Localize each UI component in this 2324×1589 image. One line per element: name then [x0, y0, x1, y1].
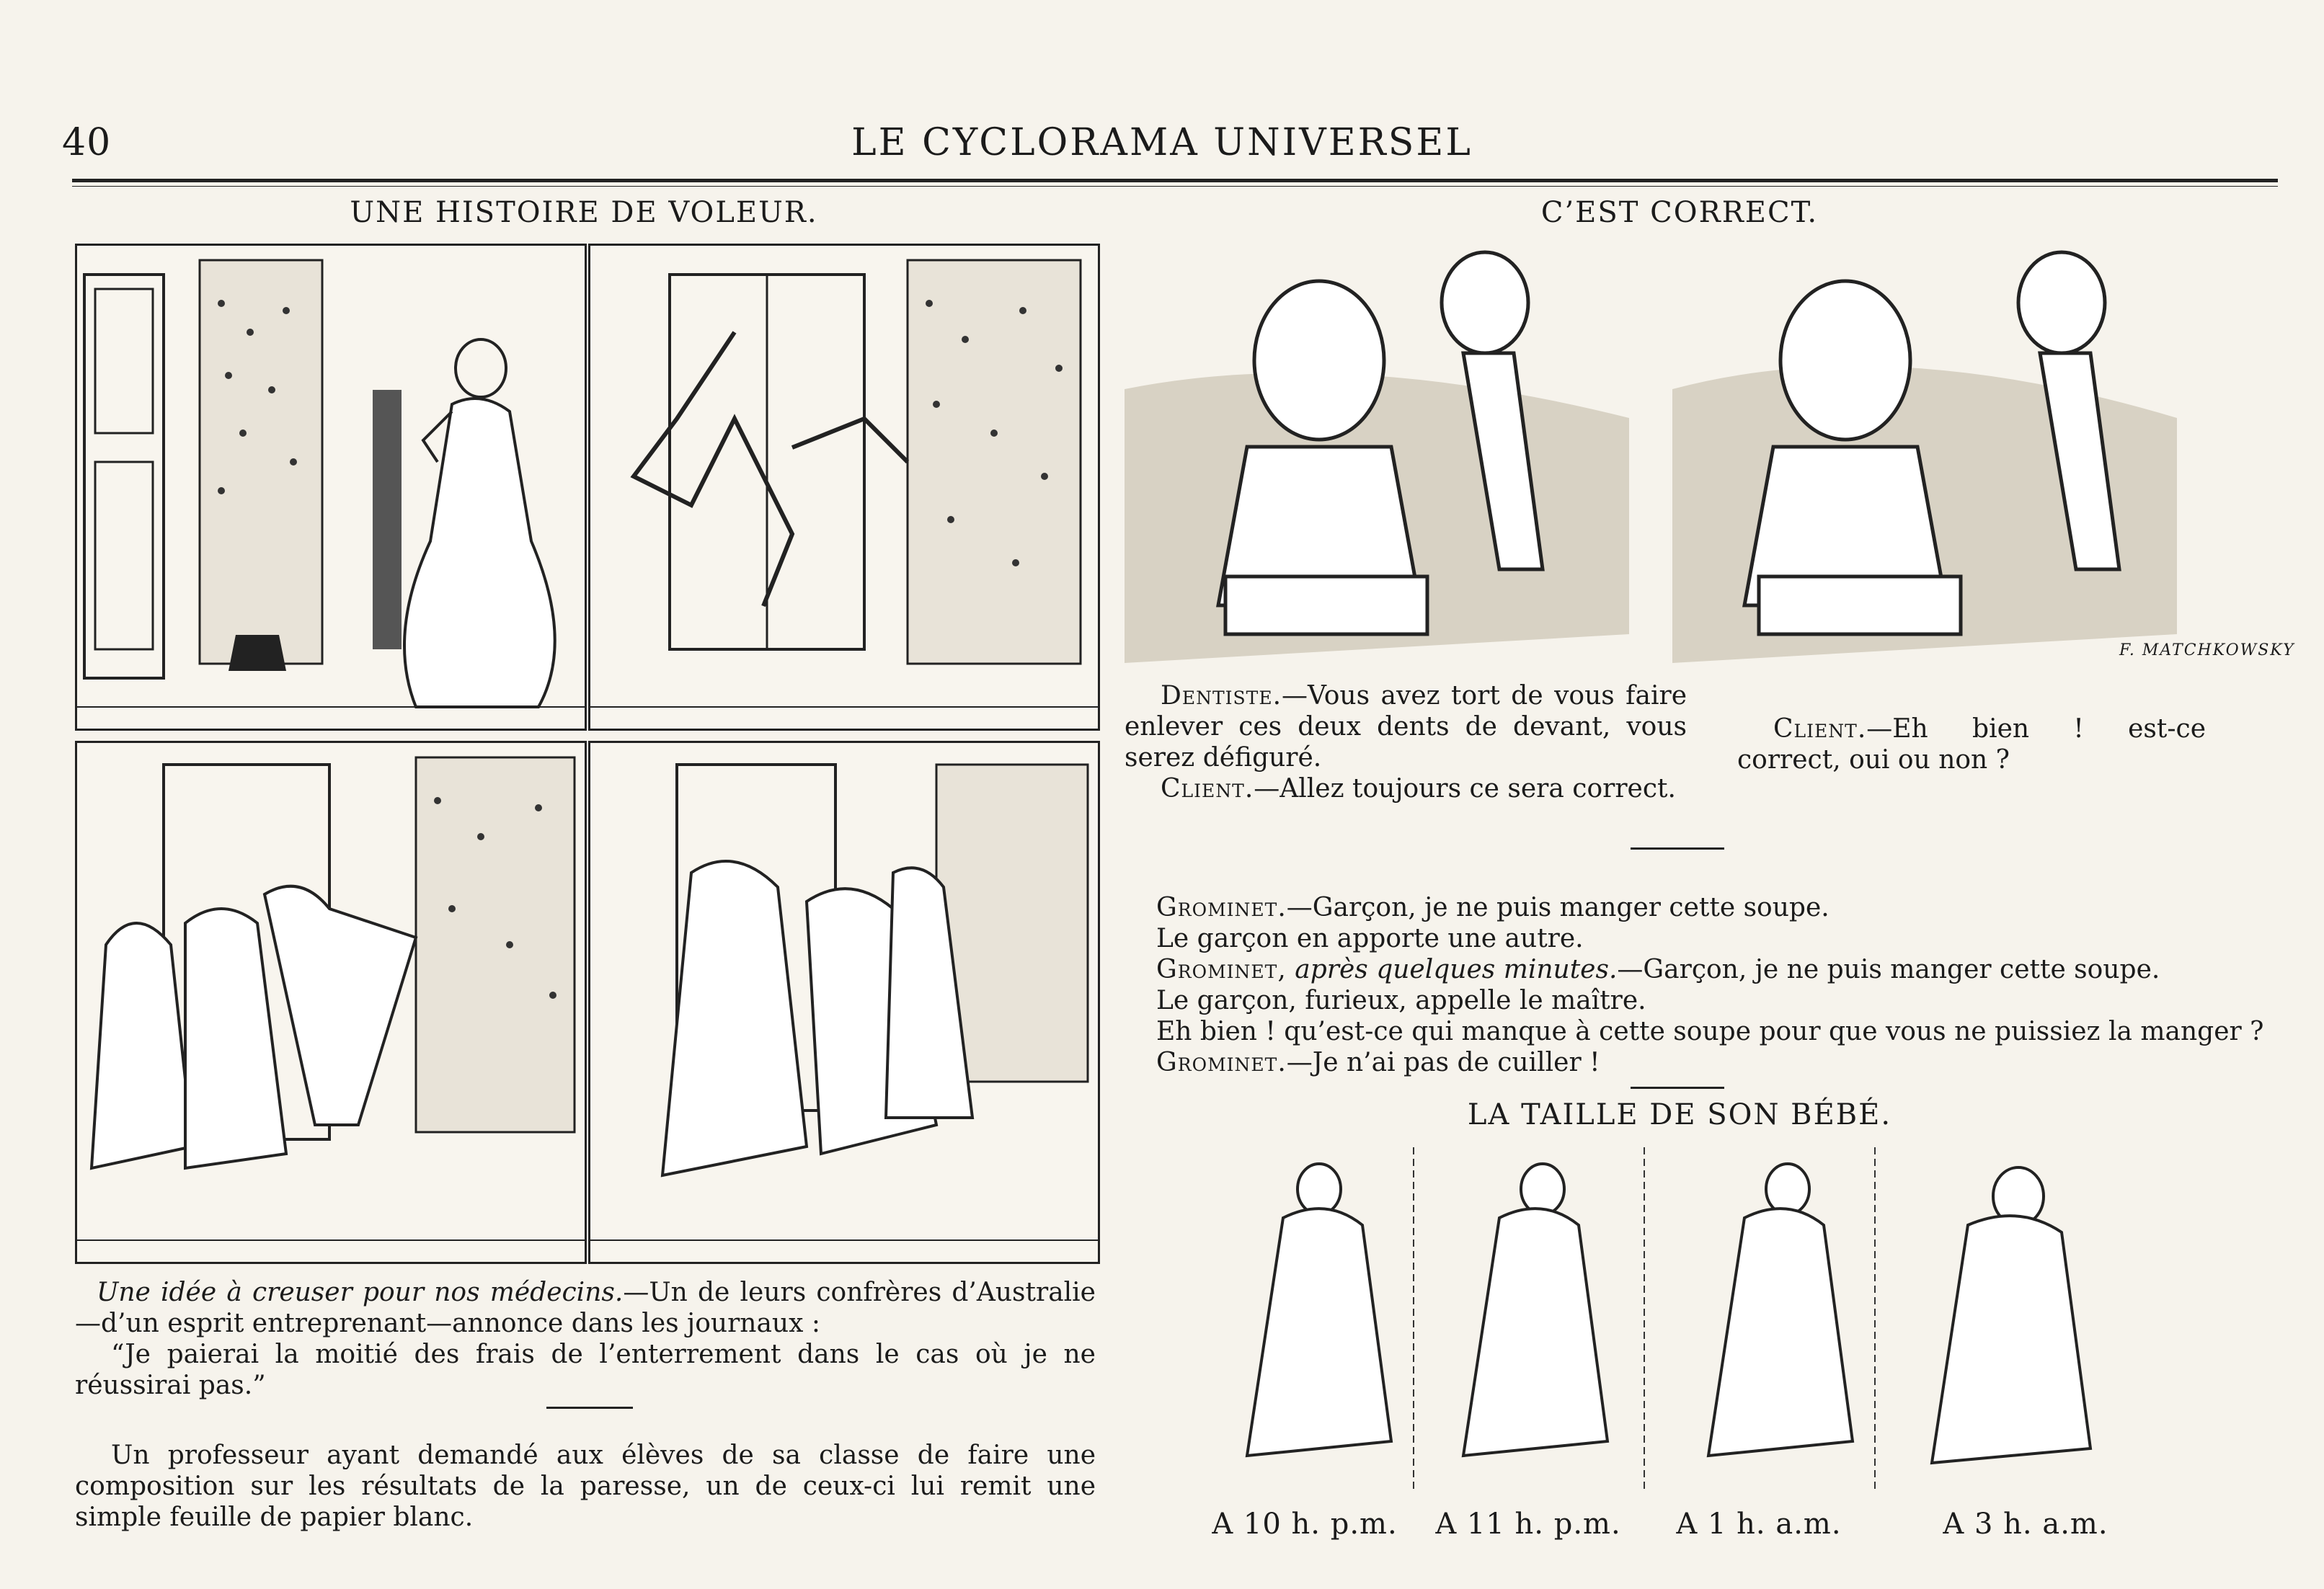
frame-divider	[1413, 1147, 1414, 1493]
grominet-anecdote	[1156, 892, 2281, 1078]
story-title: UNE HISTOIRE DE VOLEUR.	[350, 196, 818, 229]
speaker-grominet: Grominet.	[1156, 893, 1287, 922]
grominet-line-1: —Garçon, je ne puis manger cette soupe.	[1286, 893, 1830, 922]
dialogue-client	[1737, 713, 2206, 775]
comic-panel-3	[75, 741, 587, 1264]
client-line: —Allez toujours ce sera correct.	[1254, 774, 1676, 804]
anecdote-text: —Un de leurs confrères d’Australie—d’un esprit entreprenant—annonce dans les journaux :	[75, 1278, 1096, 1338]
grominet-line-5: Eh bien ! qu’est-ce qui manque à cette soupe pour que vous ne puissiez la manger ?	[1156, 1017, 2264, 1046]
frame-divider	[1874, 1147, 1876, 1493]
bebe-title: LA TAILLE DE SON BÉBÉ.	[1467, 1098, 1892, 1131]
anecdote-professor-text: Un professeur ayant demandé aux élèves de sa classe de faire une composition sur les résultats de la paresse, un de ceux-ci lui remit une simple feuille de papier blanc.	[75, 1441, 1096, 1532]
bebe-cartoon	[1197, 1146, 2177, 1513]
grominet-line-6: —Je n’ai pas de cuiller !	[1286, 1048, 1600, 1077]
grominet-line-2: Le garçon en apporte une autre.	[1156, 924, 1584, 953]
comic-panel-2	[588, 244, 1100, 731]
caption-1am: A 1 h. a.m.	[1676, 1508, 1842, 1541]
dialogue-dentist	[1125, 680, 1687, 804]
dentist-cartoon	[1125, 245, 2206, 677]
header-rule	[72, 179, 2278, 182]
comic-panel-1	[75, 244, 587, 731]
page-number: 40	[62, 121, 112, 164]
grominet-line-3: —Garçon, je ne puis manger cette soupe.	[1617, 955, 2160, 984]
speaker-dentist: Dentiste.	[1161, 681, 1282, 711]
grominet-stage-direction: après quelques minutes.	[1295, 955, 1618, 984]
caption-11pm: A 11 h. p.m.	[1435, 1508, 1621, 1541]
artist-signature: F. MATCHKOWSKY	[2119, 641, 2295, 659]
anecdote-lead: Une idée à creuser pour nos médecins.	[97, 1278, 624, 1307]
client-line-2: —Eh bien ! est-ce correct, oui ou non ?	[1737, 714, 2206, 775]
speaker-client-2: Client.	[1773, 714, 1867, 744]
comic-panel-4	[588, 741, 1100, 1264]
frame-divider	[1644, 1147, 1645, 1493]
speaker-grominet: Grominet.	[1156, 1048, 1287, 1077]
separator	[1631, 847, 1724, 850]
dentist-line: —Vous avez tort de vous faire enlever ces deux dents de devant, vous serez défiguré.	[1125, 681, 1687, 773]
header-rule-thin	[72, 186, 2278, 187]
caption-3am: A 3 h. a.m.	[1943, 1508, 2108, 1541]
separator	[546, 1407, 633, 1409]
speaker-grominet: Grominet,	[1156, 955, 1287, 984]
caption-10pm: A 10 h. p.m.	[1212, 1508, 1398, 1541]
anecdote-doctor	[75, 1277, 1096, 1401]
anecdote-professor	[75, 1440, 1096, 1533]
separator	[1631, 1087, 1724, 1089]
page-title: LE CYCLORAMA UNIVERSEL	[851, 121, 1473, 164]
anecdote-quote: “Je paierai la moitié des frais de l’enterrement dans le cas où je ne réussirai pas.”	[75, 1340, 1096, 1400]
cartoon-title: C’EST CORRECT.	[1540, 196, 1819, 229]
speaker-client: Client.	[1161, 774, 1254, 804]
grominet-line-4: Le garçon, furieux, appelle le maître.	[1156, 986, 1646, 1015]
